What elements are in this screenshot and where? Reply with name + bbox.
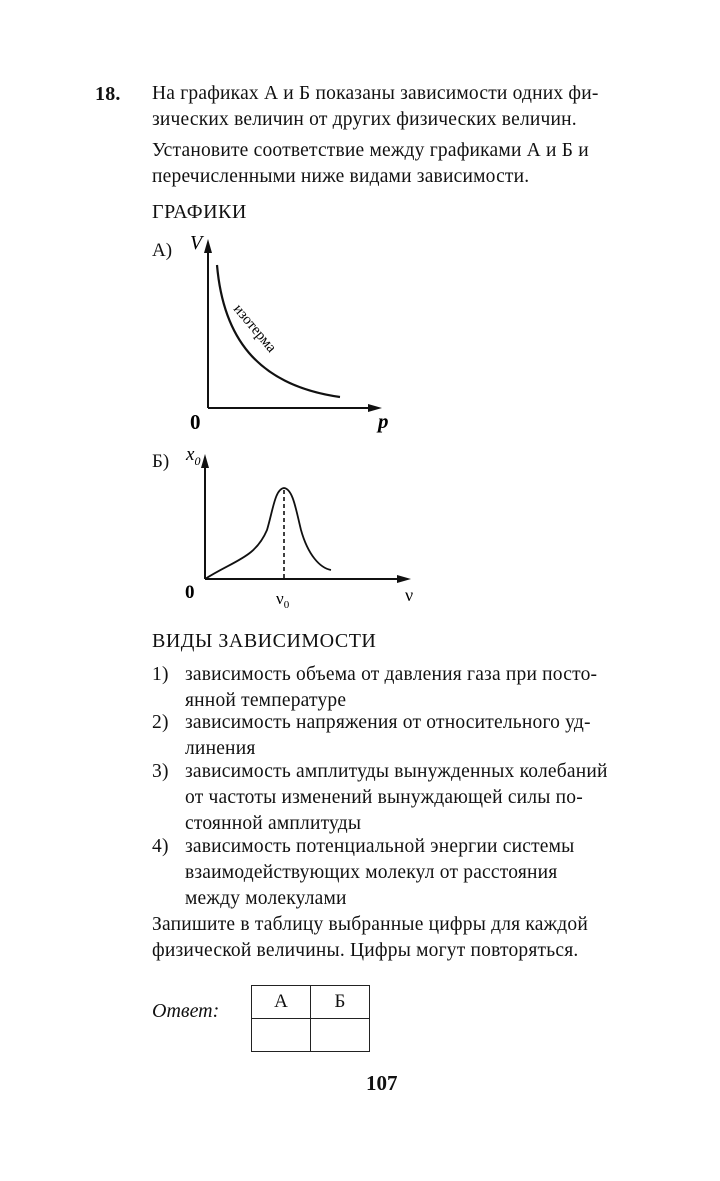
dependency-line: между молекулами <box>185 888 347 909</box>
task-line-1: Установите соответствие между графиками А и Б и <box>152 140 589 161</box>
answer-header-row <box>252 986 370 1019</box>
graph-a-origin: 0 <box>190 410 201 434</box>
dependency-number: 1) <box>152 664 169 685</box>
graph-b-x-axis-label: ν <box>405 585 414 605</box>
dependency-line: взаимодействующих молекул от расстояния <box>185 862 558 883</box>
question-intro <box>152 81 686 133</box>
question-number: 18. <box>95 83 121 105</box>
graph-b-y-arrow <box>201 454 209 468</box>
graph-a-isotherm-curve <box>217 265 340 397</box>
answer-cell-a[interactable] <box>252 1019 311 1052</box>
task-line-2: перечисленными ниже видами зависимости. <box>152 166 530 187</box>
dependency-line: от частоты изменений вынуждающей силы по- <box>185 787 583 808</box>
dependency-line: янной температуре <box>185 690 347 711</box>
page-number: 107 <box>366 1071 398 1095</box>
graphs-heading: ГРАФИКИ <box>152 201 247 223</box>
graph-b-label: Б) <box>152 451 170 472</box>
dependency-line: зависимость напряжения от относительного уд- <box>185 712 591 733</box>
graph-b-origin: 0 <box>185 582 195 603</box>
graph-a <box>160 225 420 440</box>
answer-value-row <box>252 1019 370 1052</box>
dependency-item-4 <box>152 834 686 912</box>
graph-b-peak-tick-label: $\nu_0$ <box>276 589 290 610</box>
answer-cell-b[interactable] <box>311 1019 370 1052</box>
graph-a-y-axis-label: V <box>190 232 203 254</box>
question-task <box>152 138 686 190</box>
graph-a-x-axis-label: p <box>378 409 389 433</box>
dependency-number: 3) <box>152 761 169 782</box>
answer-label: Ответ: <box>152 1000 220 1022</box>
intro-line-1: На графиках А и Б показаны зависимости одних фи- <box>152 83 599 104</box>
instruction-line-1: Запишите в таблицу выбранные цифры для каждой <box>152 914 588 935</box>
graph-b <box>175 440 435 610</box>
instruction-line-2: физической величины. Цифры могут повторяться. <box>152 940 579 961</box>
dependency-number: 4) <box>152 836 169 857</box>
graph-a-curve-label: изотерма <box>229 301 280 356</box>
dependency-line: зависимость потенциальной энергии системы <box>185 836 575 857</box>
graph-b-x-arrow <box>397 575 411 583</box>
instruction <box>152 912 686 964</box>
dependency-item-3 <box>152 759 686 837</box>
dependency-item-2 <box>152 710 686 762</box>
answer-header-b: Б <box>311 986 370 1019</box>
dependency-line: зависимость амплитуды вынужденных колебаний <box>185 761 608 782</box>
dependencies-heading: ВИДЫ ЗАВИСИМОСТИ <box>152 630 377 652</box>
dependency-line: стоянной амплитуды <box>185 813 362 834</box>
graph-a-label: А) <box>152 240 173 261</box>
graph-b-resonance-curve <box>205 488 331 579</box>
dependency-number: 2) <box>152 712 169 733</box>
dependency-item-1 <box>152 662 686 714</box>
answer-table <box>251 985 370 1052</box>
graph-b-y-axis-label: $x_0$ <box>186 444 201 468</box>
dependency-line: линения <box>185 738 256 759</box>
dependency-line: зависимость объема от давления газа при посто- <box>185 664 598 685</box>
answer-header-a: А <box>252 986 311 1019</box>
graph-a-y-arrow <box>204 239 212 253</box>
intro-line-2: зических величин от других физических величин. <box>152 109 577 130</box>
